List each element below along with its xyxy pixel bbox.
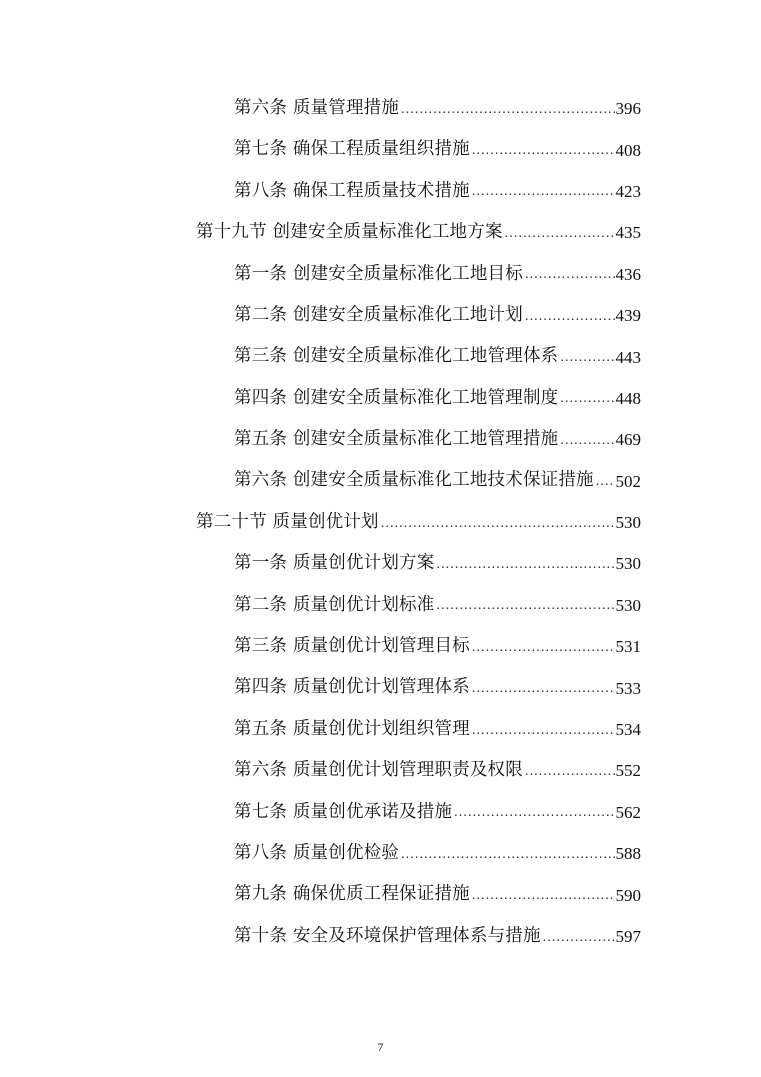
toc-entry-title: 第六条 质量创优计划管理职责及权限 [234, 760, 523, 781]
toc-section-entry[interactable] [0, 212, 641, 253]
toc-entry-title: 第二条 质量创优计划标准 [234, 594, 435, 615]
toc-entry-title: 第六条 质量管理措施 [234, 97, 400, 118]
toc-entry[interactable] [0, 378, 641, 419]
toc-entry-page: 531 [615, 637, 641, 657]
toc-entry-page: 439 [615, 306, 641, 326]
toc-entry-page: 423 [615, 181, 641, 201]
toc-entry[interactable] [0, 709, 641, 750]
toc-entry-title: 第四条 创建安全质量标准化工地管理制度 [234, 387, 559, 408]
toc-entry-page: 530 [615, 554, 641, 574]
toc-entry-page: 530 [615, 513, 641, 533]
toc-entry[interactable] [0, 461, 641, 502]
toc-entry-title: 第三条 创建安全质量标准化工地管理体系 [234, 346, 559, 367]
toc-entry-page: 443 [615, 347, 641, 367]
toc-dot-leader [472, 638, 615, 656]
toc-section-entry[interactable] [0, 502, 641, 543]
toc-entry-page: 408 [615, 140, 641, 160]
table-of-contents [0, 88, 761, 957]
toc-entry-title: 第四条 质量创优计划管理体系 [234, 677, 470, 698]
toc-dot-leader [525, 265, 615, 283]
toc-entry[interactable] [0, 667, 641, 708]
toc-entry[interactable] [0, 750, 641, 791]
toc-dot-leader [472, 182, 615, 200]
toc-entry-page: 534 [615, 720, 641, 740]
toc-dot-leader [436, 596, 614, 614]
toc-entry-page: 533 [615, 678, 641, 698]
toc-entry-title: 第八条 质量创优检验 [234, 842, 400, 863]
toc-entry-page: 469 [615, 430, 641, 450]
toc-entry-title: 第七条 质量创优承诺及措施 [234, 801, 453, 822]
toc-dot-leader [401, 100, 614, 118]
toc-entry-title: 第九条 确保优质工程保证措施 [234, 884, 470, 905]
toc-entry-title: 第五条 质量创优计划组织管理 [234, 718, 470, 739]
toc-entry[interactable] [0, 171, 641, 212]
toc-entry[interactable] [0, 833, 641, 874]
toc-entry-title: 第六条 创建安全质量标准化工地技术保证措施 [234, 470, 594, 491]
toc-dot-leader [381, 514, 615, 532]
toc-entry-title: 第三条 质量创优计划管理目标 [234, 636, 470, 657]
toc-dot-leader [525, 307, 615, 325]
toc-entry-title: 第二十节 质量创优计划 [196, 511, 379, 532]
toc-entry-page: 552 [615, 761, 641, 781]
toc-entry-title: 第十条 安全及环境保护管理体系与措施 [234, 925, 541, 946]
toc-entry-page: 530 [615, 595, 641, 615]
toc-entry[interactable] [0, 916, 641, 957]
toc-dot-leader [472, 886, 615, 904]
toc-entry[interactable] [0, 585, 641, 626]
toc-dot-leader [560, 348, 614, 366]
toc-entry[interactable] [0, 626, 641, 667]
toc-entry[interactable] [0, 792, 641, 833]
toc-dot-leader [472, 721, 615, 739]
toc-dot-leader [472, 141, 615, 159]
toc-entry-page: 562 [615, 802, 641, 822]
toc-dot-leader [454, 803, 614, 821]
toc-entry-page: 448 [615, 388, 641, 408]
toc-entry-page: 396 [615, 99, 641, 119]
page-number: 7 [377, 1040, 384, 1054]
toc-entry[interactable] [0, 129, 641, 170]
toc-entry-title: 第十九节 创建安全质量标准化工地方案 [196, 222, 503, 243]
toc-entry-title: 第一条 创建安全质量标准化工地目标 [234, 263, 523, 284]
toc-dot-leader [560, 431, 614, 449]
toc-entry-page: 436 [615, 264, 641, 284]
toc-entry[interactable] [0, 88, 641, 129]
toc-dot-leader [543, 928, 615, 946]
toc-entry-title: 第五条 创建安全质量标准化工地管理措施 [234, 429, 559, 450]
toc-entry-page: 588 [615, 844, 641, 864]
toc-entry-title: 第八条 确保工程质量技术措施 [234, 180, 470, 201]
toc-entry-page: 590 [615, 885, 641, 905]
toc-entry-page: 597 [615, 927, 641, 946]
toc-dot-leader [560, 389, 614, 407]
toc-entry-title: 第二条 创建安全质量标准化工地计划 [234, 304, 523, 325]
toc-entry-title: 第一条 质量创优计划方案 [234, 553, 435, 574]
toc-dot-leader [505, 224, 615, 242]
toc-entry[interactable] [0, 254, 641, 295]
toc-entry[interactable] [0, 336, 641, 377]
toc-dot-leader [525, 762, 615, 780]
toc-entry-page: 435 [615, 223, 641, 243]
toc-dot-leader [596, 472, 615, 490]
toc-entry[interactable] [0, 419, 641, 460]
toc-dot-leader [401, 845, 614, 863]
toc-entry-page: 502 [615, 471, 641, 491]
toc-entry[interactable] [0, 543, 641, 584]
toc-dot-leader [436, 555, 614, 573]
toc-dot-leader [472, 679, 615, 697]
toc-entry-title: 第七条 确保工程质量组织措施 [234, 139, 470, 160]
toc-entry[interactable] [0, 874, 641, 915]
toc-entry[interactable] [0, 295, 641, 336]
